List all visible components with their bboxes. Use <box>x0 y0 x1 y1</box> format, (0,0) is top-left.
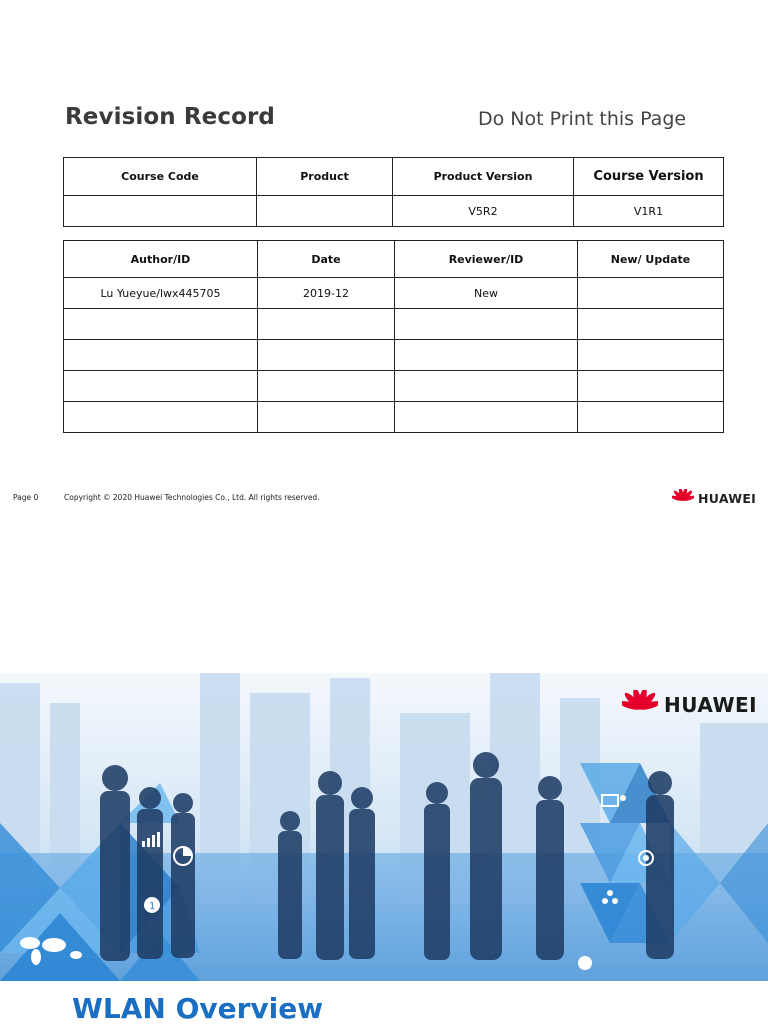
cell-product <box>257 196 393 227</box>
header-author-id: Author/ID <box>64 241 258 278</box>
svg-text:1: 1 <box>149 901 156 912</box>
table-cell: 2019-12 <box>258 278 395 309</box>
table-cell <box>578 371 724 402</box>
table-cell <box>578 278 724 309</box>
table-cell <box>395 402 578 433</box>
table-cell <box>258 402 395 433</box>
huawei-flower-icon <box>622 690 658 720</box>
huawei-logo-small <box>672 489 756 507</box>
course-title: WLAN Overview <box>72 992 324 1025</box>
header-course-code: Course Code <box>64 158 257 196</box>
huawei-flower-icon <box>672 489 694 507</box>
huawei-logo-large <box>622 690 757 720</box>
table-header-row <box>64 158 724 196</box>
table-cell <box>258 340 395 371</box>
table-row <box>64 340 724 371</box>
copyright-text: Copyright © 2020 Huawei Technologies Co., Ltd. All rights reserved. <box>64 493 320 502</box>
page-title: Revision Record <box>65 104 275 130</box>
cell-course-code <box>64 196 257 227</box>
huawei-wordmark: HUAWEI <box>698 490 757 506</box>
table-cell <box>395 340 578 371</box>
table-cell <box>64 340 258 371</box>
table-cell <box>64 309 258 340</box>
revision-table <box>63 240 724 433</box>
table-cell <box>395 309 578 340</box>
table-cell <box>395 371 578 402</box>
table-cell <box>578 309 724 340</box>
table-cell: New <box>395 278 578 309</box>
table-cell <box>64 402 258 433</box>
table-cell <box>578 402 724 433</box>
header-product: Product <box>257 158 393 196</box>
table-row <box>64 278 724 309</box>
table-cell <box>258 371 395 402</box>
table-header-row <box>64 241 724 278</box>
header-course-version: Course Version <box>574 158 724 196</box>
pie-chart-icon <box>578 956 592 970</box>
table-cell <box>64 371 258 402</box>
header-reviewer-id: Reviewer/ID <box>395 241 578 278</box>
table-cell <box>578 340 724 371</box>
huawei-wordmark: HUAWEI <box>664 693 758 717</box>
table-row <box>64 196 724 227</box>
cell-product-version: V5R2 <box>393 196 574 227</box>
header-new-update: New/ Update <box>578 241 724 278</box>
header-product-version: Product Version <box>393 158 574 196</box>
table-row <box>64 371 724 402</box>
table-row <box>64 402 724 433</box>
cell-course-version: V1R1 <box>574 196 724 227</box>
page-number: Page 0 <box>13 493 39 502</box>
table-cell <box>258 309 395 340</box>
medal-icon <box>144 897 160 913</box>
table-row <box>64 309 724 340</box>
course-info-table <box>63 157 724 227</box>
table-cell: Lu Yueyue/lwx445705 <box>64 278 258 309</box>
header-date: Date <box>258 241 395 278</box>
do-not-print-note: Do Not Print this Page <box>478 108 687 130</box>
